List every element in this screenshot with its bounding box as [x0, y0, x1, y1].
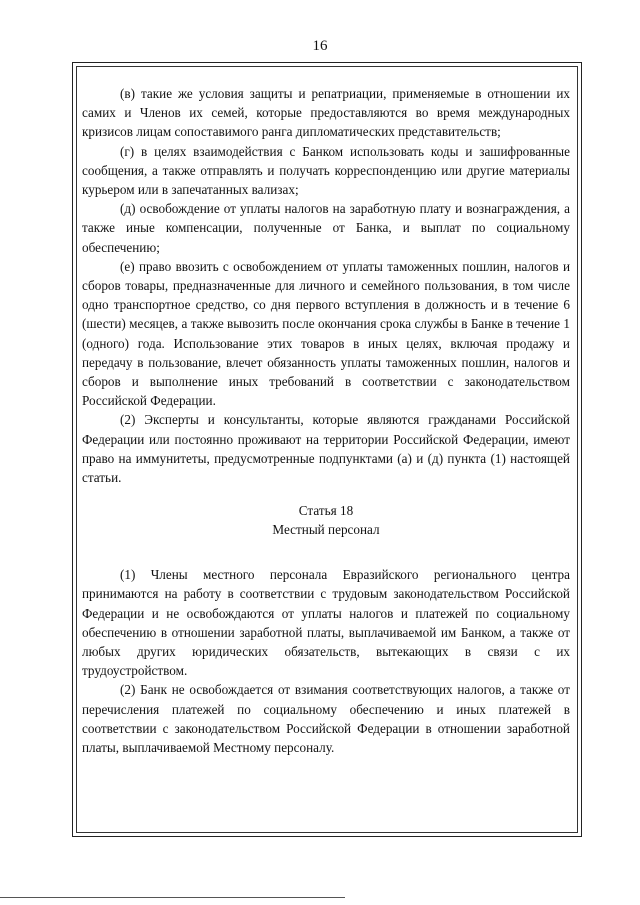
- paragraph-local-staff-2: (2) Банк не освобождается от взимания соответствующих налогов, а также от перечисления платежей по социальному обеспечению и иных платежей в соответствии с законодательством Российской Федерации в отношении заработной платы, выплачиваемой Местному персоналу.: [82, 682, 570, 756]
- paragraph-d: (д) освобождение от уплаты налогов на заработную плату и вознаграждения, а также иные компенсации, полученные от Банка, и выплат по социальному обеспечению;: [82, 201, 570, 255]
- article-number: Статья 18: [298, 503, 354, 519]
- article-title: Местный персонал: [272, 522, 380, 538]
- page-number: 16: [312, 38, 328, 54]
- paragraph-experts: (2) Эксперты и консультанты, которые являются гражданами Российской Федерации или постоянно проживают на территории Российской Федерации, имеют право на иммунитеты, предусмотренные подпунктами (а) и (д) пункта (1) настоящей статьи.: [82, 412, 570, 486]
- paragraph-g: (г) в целях взаимодействия с Банком использовать коды и зашифрованные сообщения, а также отправлять и получать корреспонденцию или другие материалы курьером или в запечатанных вализах;: [82, 143, 570, 198]
- footer-rule: [0, 897, 345, 898]
- paragraph-e: (е) право ввозить с освобождением от уплаты таможенных пошлин, налогов и сборов товары, предназначенные для личного и семейного пользования, в том числе одно транспортное средство, со дня первого вступления в должность и в течение 6 (шести) месяцев, а также вывозить после окончания срока службы в Банке в течение 1 (одного) года. Использование этих товаров в иных целях, включая продажу и передачу в пользование, влечет обязанность уплаты таможенных пошлин, налогов и сборов и выполнение иных требований в соответствии с законодательством Российской Федерации.: [82, 258, 570, 409]
- paragraph-local-staff-1: (1) Члены местного персонала Евразийского регионального центра принимаются на работу в соответствии с трудовым законодательством Российской Федерации и не освобождаются от уплаты налогов и платежей по социальному обеспечению в отношении заработной платы, выплачиваемой им Банком, а также от любых других юридических обязательств, вытекающих в связи с их трудоустройством.: [82, 567, 570, 679]
- paragraph-v: (в) такие же условия защиты и репатриации, применяемые в отношении их самих и Членов их семей, которые предоставляются во время международных кризисов лицам сопоставимого ранга дипломатических представительств;: [82, 86, 570, 140]
- document-body: [82, 84, 570, 757]
- article-heading: [82, 501, 570, 539]
